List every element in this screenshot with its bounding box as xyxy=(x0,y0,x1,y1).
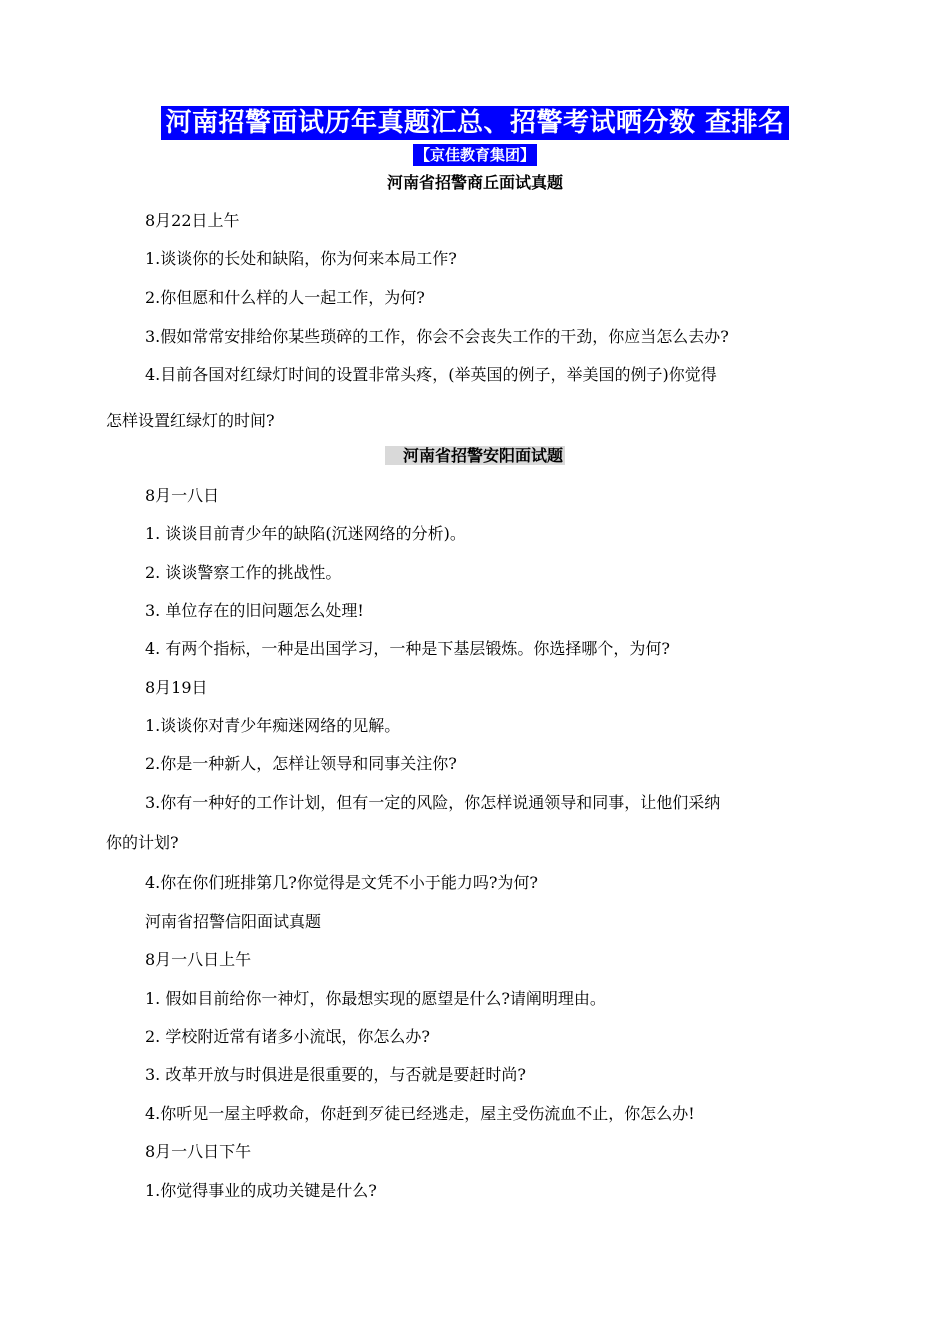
title-block xyxy=(0,106,950,140)
date-line: 8月19日 xyxy=(145,678,208,697)
date-line: 8月22日上午 xyxy=(145,211,240,230)
section-heading-xinyang: 河南省招警信阳面试真题 xyxy=(145,912,322,931)
question-line: 3.假如常常安排给你某些琐碎的工作，你会不会丧失工作的干劲，你应当怎么去办? xyxy=(145,327,729,346)
date-line: 8月一八日 xyxy=(145,486,220,505)
section-heading-anyang-text: 河南省招警安阳面试题 xyxy=(385,446,565,465)
question-line: 3.你有一种好的工作计划，但有一定的风险，你怎样说通领导和同事，让他们采纳 xyxy=(145,793,721,812)
subtitle-block xyxy=(0,144,950,166)
document-subtitle: 【京佳教育集团】 xyxy=(414,146,535,164)
question-line: 4.目前各国对红绿灯时间的设置非常头疼，(举英国的例子，举美国的例子)你觉得 xyxy=(145,365,717,384)
question-line: 2. 谈谈警察工作的挑战性。 xyxy=(145,563,342,582)
question-line: 3. 单位存在的旧问题怎么处理! xyxy=(145,601,364,620)
question-line-continued: 怎样设置红绿灯的时间? xyxy=(106,411,275,430)
date-line: 8月一八日上午 xyxy=(145,950,252,969)
question-line: 2.你但愿和什么样的人一起工作，为何? xyxy=(145,288,425,307)
question-line: 2.你是一种新人，怎样让领导和同事关注你? xyxy=(145,754,457,773)
section-heading-shangqiu: 河南省招警商丘面试真题 xyxy=(386,173,563,192)
section-heading-anyang xyxy=(0,444,950,468)
question-line: 4.你在你们班排第几?你觉得是文凭不小于能力吗?为何? xyxy=(145,873,539,892)
question-line: 1. 谈谈目前青少年的缺陷(沉迷网络的分析)。 xyxy=(145,524,466,543)
question-line: 1.你觉得事业的成功关键是什么? xyxy=(145,1181,377,1200)
question-line: 1.谈谈你对青少年痴迷网络的见解。 xyxy=(145,716,401,735)
question-line-continued: 你的计划? xyxy=(106,833,179,852)
document-title: 河南招警面试历年真题汇总、招警考试晒分数 查排名 xyxy=(161,106,788,140)
question-line: 4.你听见一屋主呼救命，你赶到歹徒已经逃走，屋主受伤流血不止，你怎么办! xyxy=(145,1104,695,1123)
question-line: 1. 假如目前给你一神灯，你最想实现的愿望是什么?请阐明理由。 xyxy=(145,989,606,1008)
question-line: 3. 改革开放与时俱进是很重要的，与否就是要赶时尚? xyxy=(145,1065,526,1084)
date-line: 8月一八日下午 xyxy=(145,1142,252,1161)
question-line: 4. 有两个指标，一种是出国学习，一种是下基层锻炼。你选择哪个，为何? xyxy=(145,639,670,658)
question-line: 2. 学校附近常有诸多小流氓，你怎么办? xyxy=(145,1027,430,1046)
question-line: 1.谈谈你的长处和缺陷，你为何来本局工作? xyxy=(145,249,457,268)
